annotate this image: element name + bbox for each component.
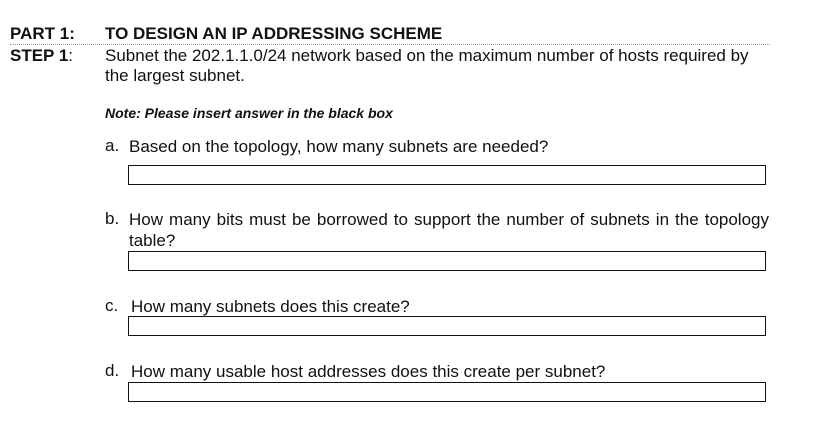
question-d-letter: d. (105, 361, 120, 380)
question-a-text: Based on the topology, how many subnets are needed? (129, 137, 549, 156)
question-d-text: How many usable host addresses does this create per subnet? (131, 362, 606, 381)
step-heading (10, 46, 73, 66)
step-label: STEP 1 (10, 46, 69, 65)
question-b-text: How many bits must be borrowed to support the number of subnets in the topology table? (129, 210, 769, 250)
step-description: Subnet the 202.1.1.0/24 network based on the maximum number of hosts required by the largest subnet. (105, 46, 749, 85)
answer-d-input[interactable] (128, 382, 766, 402)
header-divider (10, 44, 770, 45)
question-b-letter: b. (105, 209, 120, 228)
question-a-letter: a. (105, 136, 120, 155)
step-colon: : (68, 46, 74, 65)
answer-c-input[interactable] (128, 316, 766, 336)
answer-a-input[interactable] (128, 165, 766, 185)
note-text: Note: Please insert answer in the black box (105, 105, 393, 121)
part-label: PART 1: (10, 24, 75, 43)
answer-b-input[interactable] (128, 251, 766, 271)
question-c-text: How many subnets does this create? (131, 297, 410, 316)
question-c-letter: c. (105, 296, 119, 315)
part-title: TO DESIGN AN IP ADDRESSING SCHEME (105, 24, 443, 43)
